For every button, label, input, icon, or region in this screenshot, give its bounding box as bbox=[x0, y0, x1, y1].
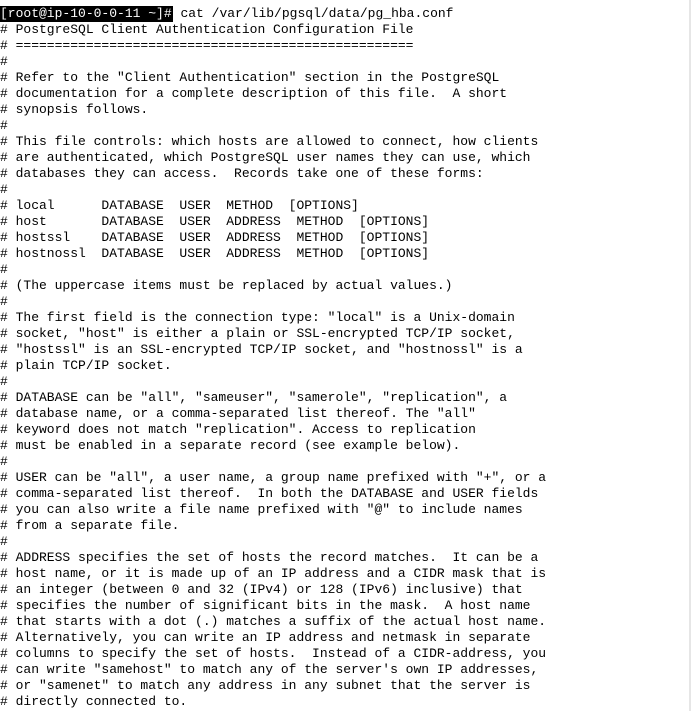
output-line: # hostssl DATABASE USER ADDRESS METHOD [OPTIONS] bbox=[0, 230, 430, 245]
output-line: # documentation for a complete description of this file. A short bbox=[0, 86, 508, 101]
output-line: # bbox=[0, 374, 8, 389]
file-content bbox=[0, 22, 691, 710]
output-line: # are authenticated, which PostgreSQL user names they can use, which bbox=[0, 150, 531, 165]
output-line: # (The uppercase items must be replaced by actual values.) bbox=[0, 278, 453, 293]
output-line: # socket, "host" is either a plain or SSL-encrypted TCP/IP socket, bbox=[0, 326, 515, 341]
output-line: # must be enabled in a separate record (see example below). bbox=[0, 438, 461, 453]
terminal-output bbox=[0, 6, 691, 710]
output-line: # or "samenet" to match any address in any subnet that the server is bbox=[0, 678, 531, 693]
output-line: # bbox=[0, 262, 8, 277]
output-line: # host DATABASE USER ADDRESS METHOD [OPTIONS] bbox=[0, 214, 430, 229]
output-line: # host name, or it is made up of an IP address and a CIDR mask that is bbox=[0, 566, 547, 581]
output-line: # =================================================== bbox=[0, 38, 414, 53]
shell-command: cat /var/lib/pgsql/data/pg_hba.conf bbox=[172, 6, 454, 21]
output-line: # directly connected to. bbox=[0, 694, 188, 709]
output-line: # hostnossl DATABASE USER ADDRESS METHOD [OPTIONS] bbox=[0, 246, 430, 261]
output-line: # bbox=[0, 182, 8, 197]
output-line: # plain TCP/IP socket. bbox=[0, 358, 172, 373]
output-line: # The first field is the connection type: "local" is a Unix-domain bbox=[0, 310, 515, 325]
output-line: # you can also write a file name prefixed with "@" to include names bbox=[0, 502, 523, 517]
output-line: # bbox=[0, 294, 8, 309]
output-line: # Alternatively, you can write an IP address and netmask in separate bbox=[0, 630, 531, 645]
output-line: # bbox=[0, 454, 8, 469]
output-line: # Refer to the "Client Authentication" section in the PostgreSQL bbox=[0, 70, 500, 85]
output-line: # DATABASE can be "all", "sameuser", "samerole", "replication", a bbox=[0, 390, 508, 405]
output-line: # specifies the number of significant bits in the mask. A host name bbox=[0, 598, 531, 613]
output-line: # that starts with a dot (.) matches a suffix of the actual host name. bbox=[0, 614, 547, 629]
command-line bbox=[0, 6, 691, 22]
output-line: # from a separate file. bbox=[0, 518, 180, 533]
output-line: # databases they can access. Records take one of these forms: bbox=[0, 166, 484, 181]
output-line: # an integer (between 0 and 32 (IPv4) or 128 (IPv6) inclusive) that bbox=[0, 582, 523, 597]
shell-prompt: [root@ip-10-0-0-11 ~]# bbox=[0, 6, 172, 21]
output-line: # This file controls: which hosts are allowed to connect, how clients bbox=[0, 134, 539, 149]
output-line: # keyword does not match "replication". Access to replication bbox=[0, 422, 476, 437]
output-line: # USER can be "all", a user name, a group name prefixed with "+", or a bbox=[0, 470, 547, 485]
output-line: # synopsis follows. bbox=[0, 102, 149, 117]
output-line: # can write "samehost" to match any of the server's own IP addresses, bbox=[0, 662, 539, 677]
output-line: # PostgreSQL Client Authentication Configuration File bbox=[0, 22, 414, 37]
output-line: # columns to specify the set of hosts. Instead of a CIDR-address, you bbox=[0, 646, 547, 661]
output-line: # bbox=[0, 54, 8, 69]
output-line: # ADDRESS specifies the set of hosts the record matches. It can be a bbox=[0, 550, 539, 565]
output-line: # bbox=[0, 534, 8, 549]
output-line: # database name, or a comma-separated list thereof. The "all" bbox=[0, 406, 476, 421]
output-line: # local DATABASE USER METHOD [OPTIONS] bbox=[0, 198, 359, 213]
output-line: # comma-separated list thereof. In both the DATABASE and USER fields bbox=[0, 486, 539, 501]
output-line: # "hostssl" is an SSL-encrypted TCP/IP socket, and "hostnossl" is a bbox=[0, 342, 523, 357]
output-line: # bbox=[0, 118, 8, 133]
